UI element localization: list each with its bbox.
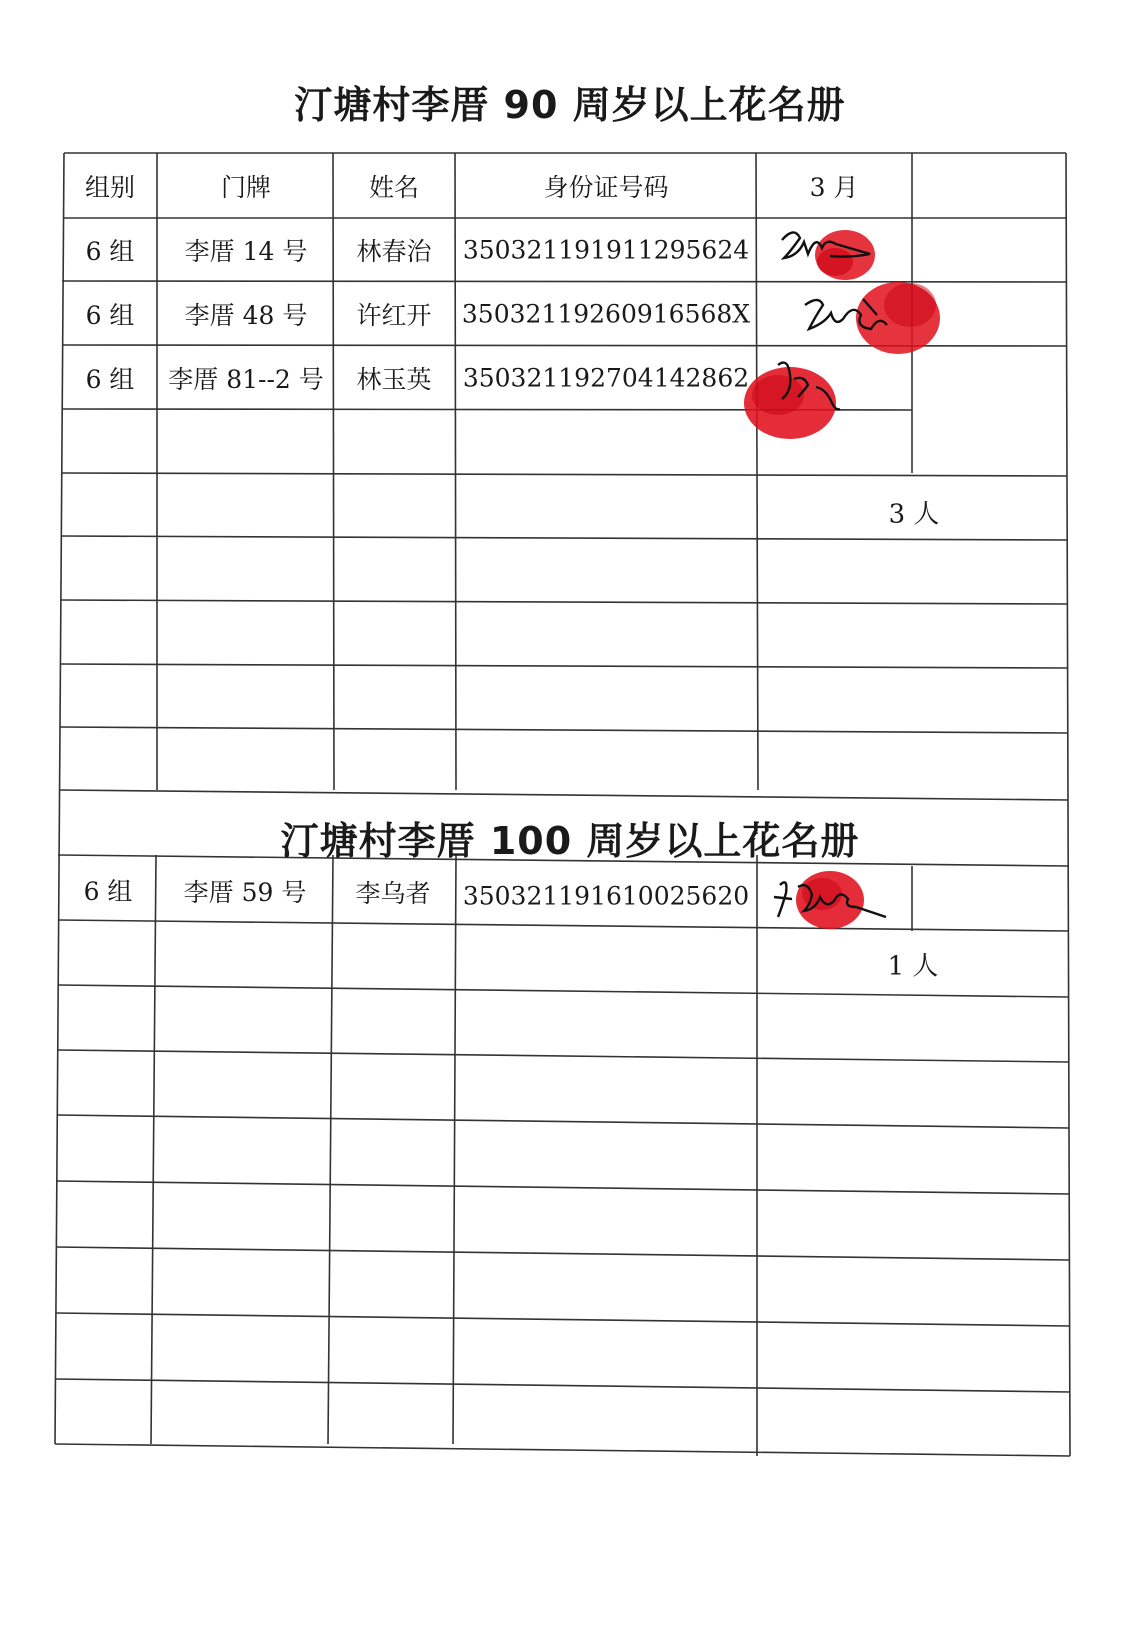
row1-house: 李厝 14 号 [184,237,308,266]
row2-group: 6 组 [85,301,135,330]
section2-title: 汀塘村李厝 100 周岁以上花名册 [280,819,860,863]
row2-house: 李厝 48 号 [184,301,308,330]
row3-id: 350321192704142862 [462,363,750,393]
s2-row1-thumbprint [796,871,864,929]
header-group: 组别 [84,173,136,202]
header-month: 3 月 [809,173,859,202]
row3-group: 6 组 [85,365,135,394]
row1-id: 350321191911295624 [462,235,750,265]
s2-row1-group: 6 组 [83,877,133,906]
header-name: 姓名 [368,173,420,202]
s2-row1-house: 李厝 59 号 [183,878,307,907]
s2-row1-name: 李乌者 [355,879,431,908]
row3-name: 林玉英 [356,365,432,394]
row2-thumbprint [856,282,940,354]
header-id: 身份证号码 [543,173,669,202]
section1-count: 3 人 [888,499,940,530]
row3-house: 李厝 81--2 号 [168,365,324,394]
row2-id: 35032119260916568X [461,299,751,329]
row1-name: 林春治 [356,237,432,266]
section1-title: 汀塘村李厝 90 周岁以上花名册 [294,83,846,127]
header-house: 门牌 [220,173,272,202]
row2-name: 许红开 [356,301,432,330]
s2-row1-id: 350321191610025620 [462,881,750,911]
section2-count: 1 人 [887,951,939,982]
row1-group: 6 组 [85,237,135,266]
